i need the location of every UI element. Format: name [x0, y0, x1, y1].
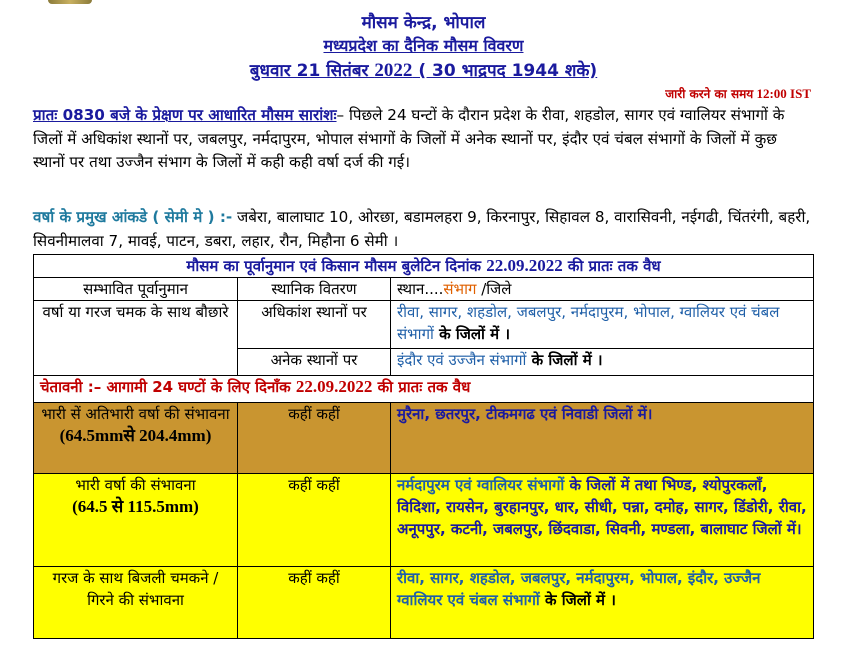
row2-distribution: अनेक स्थानों पर — [238, 349, 391, 376]
row1-distribution: अधिकांश स्थानों पर — [238, 301, 391, 349]
warning-row3-distribution: कहीं कहीं — [238, 567, 391, 639]
warning-row2-distribution: कहीं कहीं — [238, 474, 391, 567]
row1-places: रीवा, सागर, शहडोल, जबलपुर, नर्मदापुरम, भोपाल, ग्वालियर एवं चंबल संभागों के जिलों में । — [391, 301, 814, 349]
report-date: बुधवार 21 सितंबर 2022 ( 30 भाद्रपद 1944 शके) — [249, 60, 598, 81]
warning-row-heavy-to-very-heavy: भारी सें अतिभारी वर्षा की संभावना (64.5mmसे 204.4mm) — [34, 403, 238, 474]
summary-label: प्रातः 0830 बजे के प्रेक्षण पर आधारित मौसम सारांशः — [33, 106, 337, 124]
summary-text: – पिछले 24 घन्टों के दौरान प्रदेश के रीवा, शहडोल, सागर एवं ग्वालियर संभागों के जिलों में अधिकांश स्थानों पर, जबलपुर, नर्मदापुरम, भोपाल संभागों के जिलों में अनेक स्थानों पर, इंदौर एवं चंबल संभागों के जिलों में कुछ स्थानों पर तथा उज्जैन संभाग के जिलों में कही कही वर्षा दर्ज की गई। — [33, 106, 785, 171]
office-title: मौसम केन्द्र, भोपाल — [361, 13, 486, 33]
issue-time: जारी करने का समय 12:00 IST — [665, 86, 811, 101]
rainfall-text: जबेरा, बालाघाट 10, ओरछा, बडामलहरा 9, किरनापुर, सिहावल 8, वारासिवनी, नईगढी, चिंतरंगी, बहरी, सिवनीमालवा 7, मावई, पाटन, डबरा, लहार, रौन, मिहौना 6 सेमी । — [33, 208, 811, 250]
warning-row2-places: नर्मदापुरम एवं ग्वालियर संभागों के जिलों में तथा भिण्ड, श्योपुरकलॉं, विदिशा, रायसेन, बुरहानपुर, धार, सीधी, पन्ना, दमोह, सागर, डिंडोरी, रीवा, अनूपपुर, कटनी, जबलपुर, छिंदवाडा, सिवनी, मण्डला, बालाघाट जिलों में। — [391, 474, 814, 567]
summary-paragraph — [33, 104, 813, 175]
warning-row3-places: रीवा, सागर, शहडोल, जबलपुर, नर्मदापुरम, भोपाल, इंदौर, उज्जैन ग्वालियर एवं चंबल संभागों के जिलों में । — [391, 567, 814, 639]
warning-row-heavy-rain: भारी वर्षा की संभावना (64.5 से 115.5mm) — [34, 474, 238, 567]
logo-fragment — [48, 0, 92, 4]
row-event-showers: वर्षा या गरज चमक के साथ बौछारे — [34, 301, 238, 376]
warning-title: चेतावनी :– आगामी 24 घण्टों के लिए दिनाँक 22.09.2022 की प्रातः तक वैध — [34, 376, 814, 403]
warning-row1-places: मुरैना, छतरपुर, टीकमगढ एवं निवाडी जिलों में। — [391, 403, 814, 474]
col-header-forecast: सम्भावित पूर्वानुमान — [34, 278, 238, 301]
row2-places: इंदौर एवं उज्जैन संभागों के जिलों में । — [391, 349, 814, 376]
rainfall-paragraph — [33, 206, 813, 253]
col-header-places: स्थान....संभाग /जिले — [391, 278, 814, 301]
warning-row1-distribution: कहीं कहीं — [238, 403, 391, 474]
rainfall-label: वर्षा के प्रमुख आंकडे ( सेमी मे ) :- — [33, 208, 233, 226]
col-header-distribution: स्थानिक वितरण — [238, 278, 391, 301]
warning-row-thunder-lightning: गरज के साथ बिजली चमकने / गिरने की संभावना — [34, 567, 238, 639]
forecast-table — [33, 254, 814, 639]
forecast-title: मौसम का पूर्वानुमान एवं किसान मौसम बुलेटिन दिनांक 22.09.2022 की प्रातः तक वैध — [34, 255, 814, 278]
report-title: मध्यप्रदेश का दैनिक मौसम विवरण — [323, 36, 524, 55]
